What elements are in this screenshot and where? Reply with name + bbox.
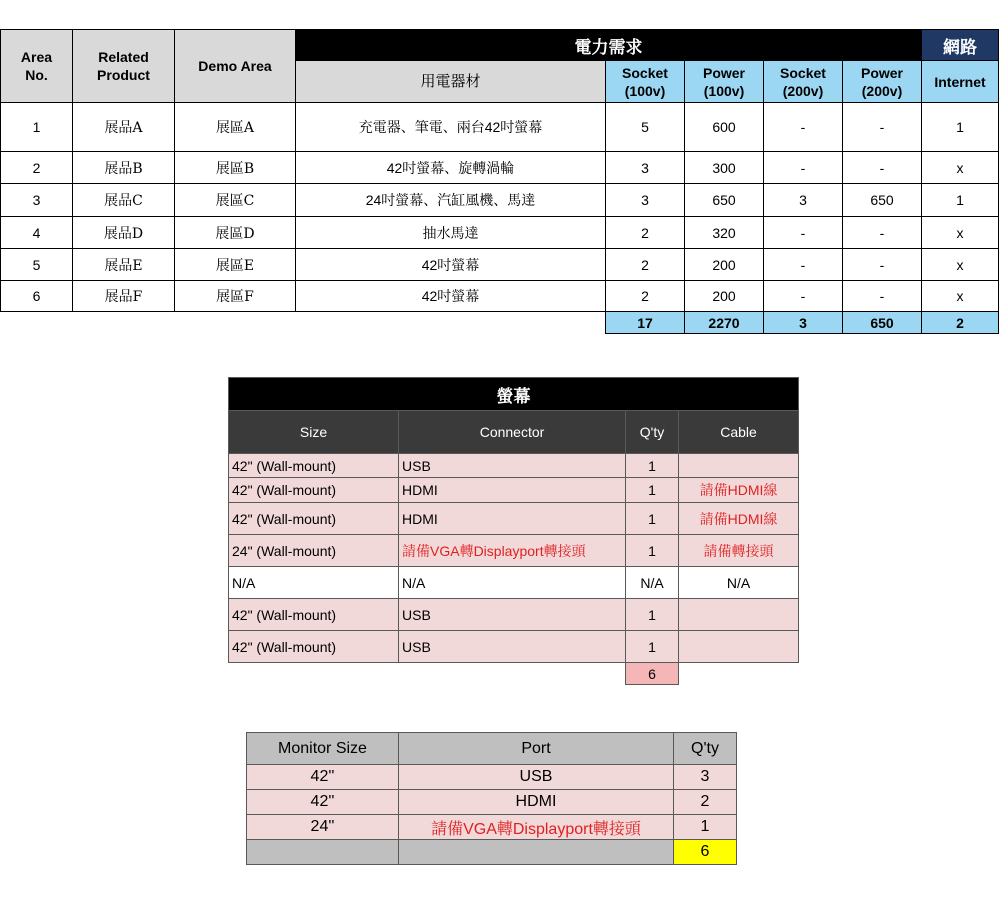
product-cell: 展品C (73, 184, 175, 217)
socket-100-cell: 3 (606, 184, 685, 217)
cable-cell (679, 631, 799, 663)
header-cable: Cable (679, 411, 799, 454)
cable-cell: 請備HDMI線 (679, 478, 799, 503)
demo-area-cell: 展區E (175, 249, 296, 281)
header-related-product: Related Product (73, 30, 175, 103)
socket-200-cell: - (764, 281, 843, 312)
power-200-cell: - (843, 249, 922, 281)
table-row (229, 478, 799, 503)
total-qty: 6 (626, 663, 679, 685)
header-monitor-size: Monitor Size (247, 733, 399, 765)
power-200-cell: - (843, 103, 922, 152)
header-area-no: Area No. (1, 30, 73, 103)
area-no-cell: 4 (1, 217, 73, 249)
product-cell: 展品F (73, 281, 175, 312)
header-network-group: 網路 (922, 30, 999, 61)
internet-cell: 1 (922, 184, 999, 217)
demo-area-cell: 展區A (175, 103, 296, 152)
product-cell: 展品D (73, 217, 175, 249)
connector-cell: HDMI (399, 503, 626, 535)
demo-area-cell: 展區D (175, 217, 296, 249)
table-row (229, 631, 799, 663)
socket-100-cell: 2 (606, 281, 685, 312)
area-no-cell: 2 (1, 152, 73, 184)
total-socket-200: 3 (764, 312, 843, 334)
total-qty: 6 (674, 840, 737, 865)
header-connector: Connector (399, 411, 626, 454)
internet-cell: 1 (922, 103, 999, 152)
size-cell: 42" (Wall-mount) (229, 503, 399, 535)
internet-cell: x (922, 249, 999, 281)
area-no-cell: 5 (1, 249, 73, 281)
size-cell: 42" (Wall-mount) (229, 631, 399, 663)
table-row (229, 454, 799, 478)
size-cell: 42" (Wall-mount) (229, 599, 399, 631)
header-qty: Q'ty (626, 411, 679, 454)
socket-100-cell: 2 (606, 249, 685, 281)
power-100-cell: 650 (685, 184, 764, 217)
power-200-cell: - (843, 217, 922, 249)
total-power-100: 2270 (685, 312, 764, 334)
product-cell: 展品A (73, 103, 175, 152)
monitor-size-cell: 24'' (247, 815, 399, 840)
totals-spacer (1, 312, 606, 334)
power-100-cell: 200 (685, 281, 764, 312)
equipment-cell: 抽水馬達 (296, 217, 606, 249)
header-socket-100: Socket (100v) (606, 61, 685, 103)
table-row (229, 567, 799, 599)
cable-cell (679, 599, 799, 631)
size-cell: N/A (229, 567, 399, 599)
power-200-cell: 650 (843, 184, 922, 217)
qty-cell: 3 (674, 765, 737, 790)
connector-cell: HDMI (399, 478, 626, 503)
header-power-200: Power (200v) (843, 61, 922, 103)
power-100-cell: 320 (685, 217, 764, 249)
header-size: Size (229, 411, 399, 454)
totals-spacer (399, 840, 674, 865)
connector-cell: 請備VGA轉Displayport轉接頭 (399, 535, 626, 567)
socket-200-cell: - (764, 103, 843, 152)
product-cell: 展品E (73, 249, 175, 281)
port-cell: HDMI (399, 790, 674, 815)
qty-cell: 1 (626, 631, 679, 663)
socket-100-cell: 2 (606, 217, 685, 249)
header-port: Port (399, 733, 674, 765)
table-row (1, 152, 999, 184)
power-requirements-table (0, 29, 999, 334)
socket-200-cell: - (764, 249, 843, 281)
area-no-cell: 1 (1, 103, 73, 152)
totals-spacer (229, 663, 399, 685)
demo-area-cell: 展區C (175, 184, 296, 217)
port-cell: 請備VGA轉Displayport轉接頭 (399, 815, 674, 840)
totals-row (229, 663, 799, 685)
internet-cell: x (922, 281, 999, 312)
cable-cell (679, 454, 799, 478)
size-cell: 42" (Wall-mount) (229, 454, 399, 478)
totals-spacer (399, 663, 626, 685)
socket-200-cell: - (764, 152, 843, 184)
table-row (1, 217, 999, 249)
power-100-cell: 200 (685, 249, 764, 281)
totals-row (1, 312, 999, 334)
size-cell: 42" (Wall-mount) (229, 478, 399, 503)
qty-cell: 1 (626, 454, 679, 478)
header-power-100: Power (100v) (685, 61, 764, 103)
totals-row (247, 840, 737, 865)
socket-200-cell: - (764, 217, 843, 249)
table-row (247, 765, 737, 790)
totals-spacer (247, 840, 399, 865)
power-100-cell: 600 (685, 103, 764, 152)
connector-cell: USB (399, 631, 626, 663)
cable-cell: 請備HDMI線 (679, 503, 799, 535)
area-no-cell: 6 (1, 281, 73, 312)
header-qty: Q'ty (674, 733, 737, 765)
monitor-size-cell: 42'' (247, 790, 399, 815)
header-power-group: 電力需求 (296, 30, 922, 61)
qty-cell: 1 (626, 478, 679, 503)
cable-cell: N/A (679, 567, 799, 599)
demo-area-cell: 展區B (175, 152, 296, 184)
monitor-size-cell: 42'' (247, 765, 399, 790)
table-row (247, 790, 737, 815)
total-power-200: 650 (843, 312, 922, 334)
table-row (1, 103, 999, 152)
internet-cell: x (922, 152, 999, 184)
monitor-table-title: 螢幕 (229, 378, 799, 411)
power-200-cell: - (843, 281, 922, 312)
qty-cell: 2 (674, 790, 737, 815)
header-equipment: 用電器材 (296, 61, 606, 103)
table-row (1, 281, 999, 312)
port-cell: USB (399, 765, 674, 790)
header-internet: Internet (922, 61, 999, 103)
table-row (229, 599, 799, 631)
power-100-cell: 300 (685, 152, 764, 184)
qty-cell: 1 (674, 815, 737, 840)
qty-cell: 1 (626, 599, 679, 631)
equipment-cell: 充電器、筆電、兩台42吋螢幕 (296, 103, 606, 152)
header-socket-200: Socket (200v) (764, 61, 843, 103)
qty-cell: N/A (626, 567, 679, 599)
area-no-cell: 3 (1, 184, 73, 217)
total-socket-100: 17 (606, 312, 685, 334)
table-row (1, 184, 999, 217)
connector-cell: N/A (399, 567, 626, 599)
power-200-cell: - (843, 152, 922, 184)
equipment-cell: 42吋螢幕 (296, 281, 606, 312)
monitor-summary-table (246, 732, 737, 865)
total-internet: 2 (922, 312, 999, 334)
socket-100-cell: 3 (606, 152, 685, 184)
internet-cell: x (922, 217, 999, 249)
table-row (247, 815, 737, 840)
table-row (229, 503, 799, 535)
product-cell: 展品B (73, 152, 175, 184)
totals-spacer (679, 663, 799, 685)
socket-100-cell: 5 (606, 103, 685, 152)
cable-cell: 請備轉接頭 (679, 535, 799, 567)
demo-area-cell: 展區F (175, 281, 296, 312)
equipment-cell: 42吋螢幕 (296, 249, 606, 281)
table-row (229, 535, 799, 567)
header-demo-area: Demo Area (175, 30, 296, 103)
equipment-cell: 42吋螢幕、旋轉渦輪 (296, 152, 606, 184)
equipment-cell: 24吋螢幕、汽缸風機、馬達 (296, 184, 606, 217)
connector-cell: USB (399, 454, 626, 478)
size-cell: 24" (Wall-mount) (229, 535, 399, 567)
qty-cell: 1 (626, 503, 679, 535)
table-row (1, 249, 999, 281)
qty-cell: 1 (626, 535, 679, 567)
monitor-table (228, 377, 799, 685)
connector-cell: USB (399, 599, 626, 631)
socket-200-cell: 3 (764, 184, 843, 217)
